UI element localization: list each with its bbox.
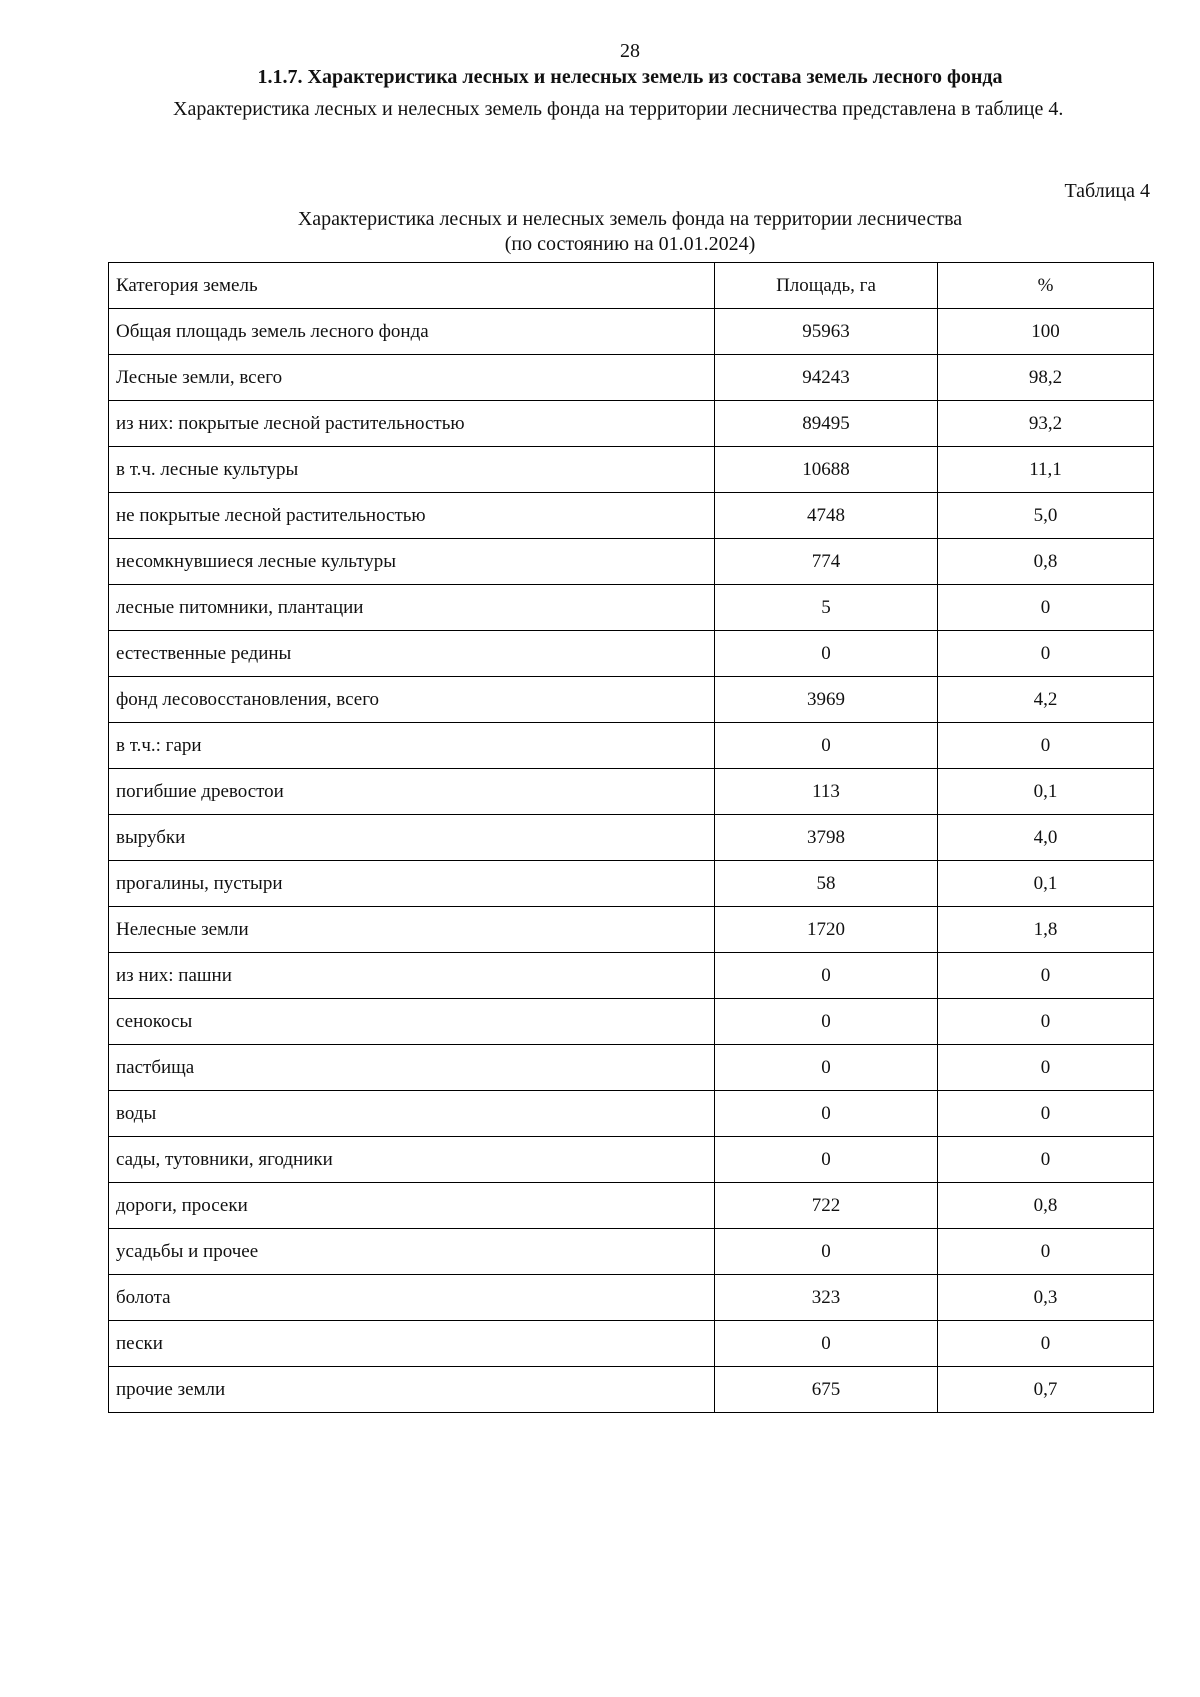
land-category-table bbox=[108, 262, 1154, 1413]
table-row bbox=[109, 401, 1154, 447]
cell-area: 94243 bbox=[715, 355, 938, 401]
section-heading: 1.1.7. Характеристика лесных и нелесных земель из состава земель лесного фонда bbox=[257, 66, 1003, 88]
cell-category: из них: пашни bbox=[109, 953, 715, 999]
table-row bbox=[109, 907, 1154, 953]
table-row bbox=[109, 1321, 1154, 1367]
table-row bbox=[109, 631, 1154, 677]
cell-category: вырубки bbox=[109, 815, 715, 861]
cell-percent: 11,1 bbox=[938, 447, 1154, 493]
table-row bbox=[109, 1137, 1154, 1183]
header-category: Категория земель bbox=[109, 263, 715, 309]
table-row bbox=[109, 1367, 1154, 1413]
cell-category: в т.ч.: гари bbox=[109, 723, 715, 769]
cell-percent: 4,2 bbox=[938, 677, 1154, 723]
cell-category: погибшие древостои bbox=[109, 769, 715, 815]
cell-category: Нелесные земли bbox=[109, 907, 715, 953]
cell-category: сенокосы bbox=[109, 999, 715, 1045]
cell-category: болота bbox=[109, 1275, 715, 1321]
table-row bbox=[109, 539, 1154, 585]
cell-percent: 5,0 bbox=[938, 493, 1154, 539]
cell-category: Лесные земли, всего bbox=[109, 355, 715, 401]
table-row bbox=[109, 585, 1154, 631]
table-row bbox=[109, 677, 1154, 723]
table-header-row bbox=[109, 263, 1154, 309]
cell-area: 1720 bbox=[715, 907, 938, 953]
cell-area: 0 bbox=[715, 1229, 938, 1275]
cell-percent: 0 bbox=[938, 723, 1154, 769]
cell-area: 0 bbox=[715, 999, 938, 1045]
page-number: 28 bbox=[620, 40, 640, 62]
cell-percent: 0 bbox=[938, 585, 1154, 631]
cell-category: прогалины, пустыри bbox=[109, 861, 715, 907]
cell-category: несомкнувшиеся лесные культуры bbox=[109, 539, 715, 585]
table-row bbox=[109, 355, 1154, 401]
table-row bbox=[109, 769, 1154, 815]
table-label: Таблица 4 bbox=[1064, 180, 1150, 202]
cell-area: 113 bbox=[715, 769, 938, 815]
cell-percent: 0,8 bbox=[938, 539, 1154, 585]
table-row bbox=[109, 815, 1154, 861]
table-row bbox=[109, 999, 1154, 1045]
table-row bbox=[109, 309, 1154, 355]
cell-percent: 0 bbox=[938, 999, 1154, 1045]
cell-area: 722 bbox=[715, 1183, 938, 1229]
cell-percent: 0 bbox=[938, 631, 1154, 677]
header-area: Площадь, га bbox=[715, 263, 938, 309]
cell-percent: 1,8 bbox=[938, 907, 1154, 953]
table-row bbox=[109, 723, 1154, 769]
cell-area: 675 bbox=[715, 1367, 938, 1413]
cell-percent: 4,0 bbox=[938, 815, 1154, 861]
table-row bbox=[109, 1183, 1154, 1229]
cell-area: 5 bbox=[715, 585, 938, 631]
cell-area: 774 bbox=[715, 539, 938, 585]
cell-area: 323 bbox=[715, 1275, 938, 1321]
cell-percent: 0 bbox=[938, 1229, 1154, 1275]
cell-percent: 0,1 bbox=[938, 861, 1154, 907]
intro-paragraph: Характеристика лесных и нелесных земель фонда на территории лесничества представлена в таблице 4. bbox=[173, 98, 1064, 120]
cell-percent: 0 bbox=[938, 1321, 1154, 1367]
cell-category: прочие земли bbox=[109, 1367, 715, 1413]
cell-category: сады, тутовники, ягодники bbox=[109, 1137, 715, 1183]
cell-percent: 0 bbox=[938, 1137, 1154, 1183]
cell-category: дороги, просеки bbox=[109, 1183, 715, 1229]
cell-area: 4748 bbox=[715, 493, 938, 539]
cell-area: 3969 bbox=[715, 677, 938, 723]
table-title-line2: (по состоянию на 01.01.2024) bbox=[504, 233, 756, 255]
cell-area: 0 bbox=[715, 1045, 938, 1091]
cell-area: 0 bbox=[715, 1321, 938, 1367]
cell-category: лесные питомники, плантации bbox=[109, 585, 715, 631]
cell-area: 0 bbox=[715, 1137, 938, 1183]
table-row bbox=[109, 493, 1154, 539]
cell-percent: 98,2 bbox=[938, 355, 1154, 401]
cell-area: 0 bbox=[715, 953, 938, 999]
cell-percent: 0,8 bbox=[938, 1183, 1154, 1229]
cell-percent: 0 bbox=[938, 1091, 1154, 1137]
table-row bbox=[109, 447, 1154, 493]
cell-percent: 0 bbox=[938, 953, 1154, 999]
table-title-line1: Характеристика лесных и нелесных земель фонда на территории лесничества bbox=[297, 208, 963, 230]
table-row bbox=[109, 953, 1154, 999]
cell-percent: 0,1 bbox=[938, 769, 1154, 815]
header-percent: % bbox=[938, 263, 1154, 309]
table-row bbox=[109, 1275, 1154, 1321]
cell-area: 0 bbox=[715, 723, 938, 769]
cell-category: воды bbox=[109, 1091, 715, 1137]
cell-area: 95963 bbox=[715, 309, 938, 355]
cell-category: Общая площадь земель лесного фонда bbox=[109, 309, 715, 355]
cell-percent: 0,3 bbox=[938, 1275, 1154, 1321]
cell-percent: 0,7 bbox=[938, 1367, 1154, 1413]
table-row bbox=[109, 861, 1154, 907]
cell-category: пески bbox=[109, 1321, 715, 1367]
cell-percent: 93,2 bbox=[938, 401, 1154, 447]
cell-category: не покрытые лесной растительностью bbox=[109, 493, 715, 539]
cell-category: фонд лесовосстановления, всего bbox=[109, 677, 715, 723]
cell-category: пастбища bbox=[109, 1045, 715, 1091]
cell-area: 10688 bbox=[715, 447, 938, 493]
cell-percent: 0 bbox=[938, 1045, 1154, 1091]
cell-area: 89495 bbox=[715, 401, 938, 447]
table-title bbox=[0, 207, 1200, 257]
table-row bbox=[109, 1091, 1154, 1137]
cell-category: из них: покрытые лесной растительностью bbox=[109, 401, 715, 447]
cell-category: естественные редины bbox=[109, 631, 715, 677]
cell-percent: 100 bbox=[938, 309, 1154, 355]
table-row bbox=[109, 1045, 1154, 1091]
cell-area: 0 bbox=[715, 1091, 938, 1137]
cell-category: в т.ч. лесные культуры bbox=[109, 447, 715, 493]
cell-category: усадьбы и прочее bbox=[109, 1229, 715, 1275]
cell-area: 58 bbox=[715, 861, 938, 907]
cell-area: 0 bbox=[715, 631, 938, 677]
cell-area: 3798 bbox=[715, 815, 938, 861]
table-row bbox=[109, 1229, 1154, 1275]
